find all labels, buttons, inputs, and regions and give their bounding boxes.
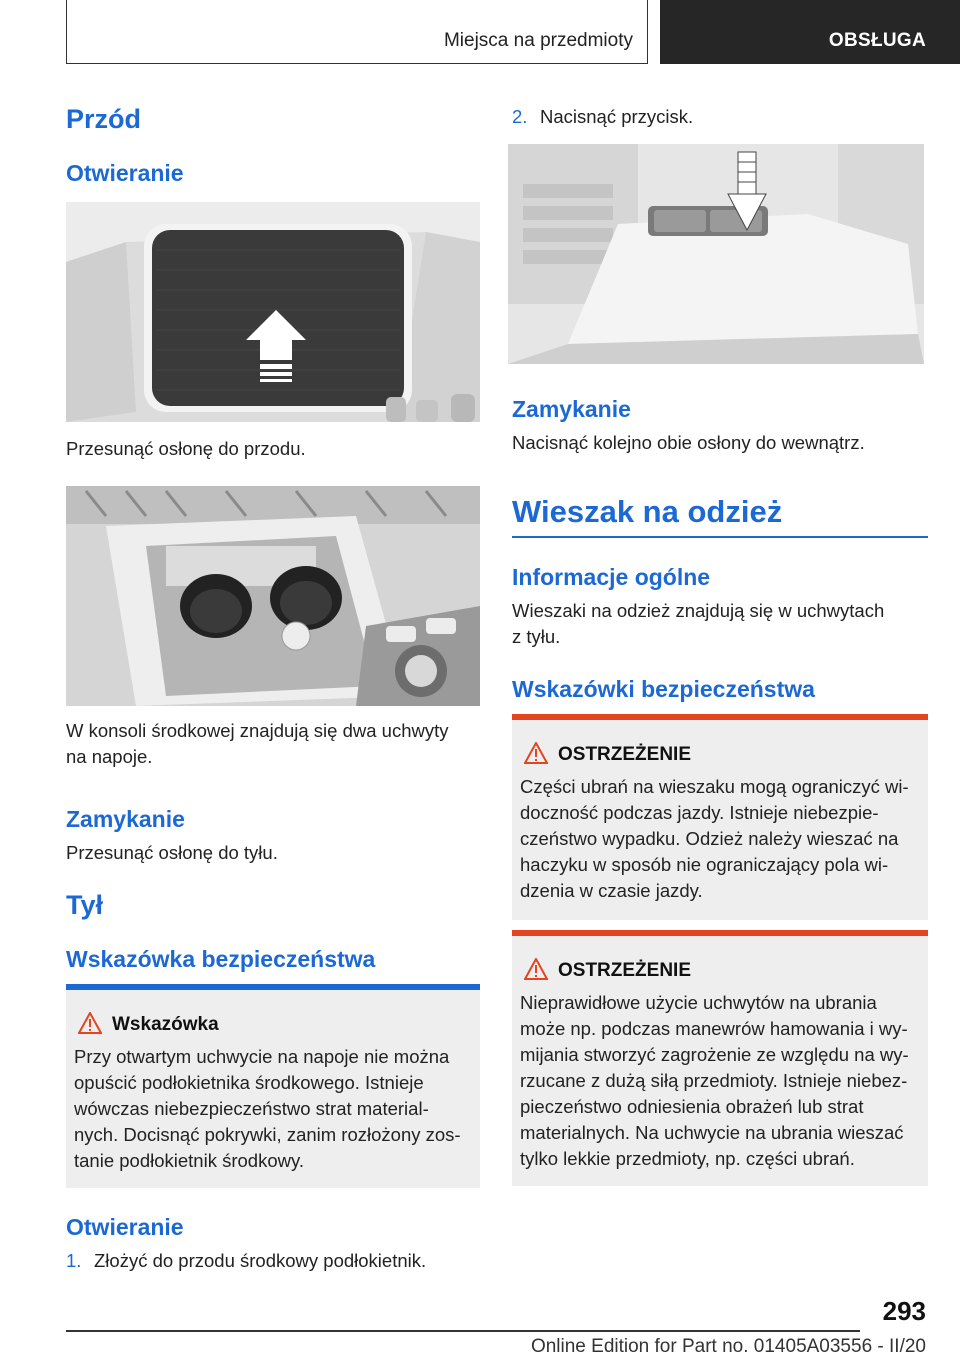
warning-line: pieczeństwo odniesienia obrażeń lub strat: [520, 1096, 864, 1117]
text-general-2: z tyłu.: [512, 626, 561, 647]
header-chapter-tab: [660, 0, 960, 64]
text-slide-forward: Przesunąć osłonę do przodu.: [66, 438, 306, 459]
warning-2-title: OSTRZEŻENIE: [558, 960, 692, 981]
header-section-box: [66, 0, 648, 64]
warning-line: czeństwo wypadku. Odzież należy wieszać na: [520, 828, 899, 849]
warning-line: może np. podczas manewrów hamowania i wy-: [520, 1018, 908, 1039]
step-1-text: Złożyć do przodu środkowy podłokietnik.: [94, 1250, 427, 1271]
step-2: [512, 106, 693, 128]
warning-box-2: [512, 930, 928, 1186]
warning-line: materialnych. Na uchwycie na ubrania wieszać: [520, 1122, 904, 1143]
note-title: Wskazówka: [112, 1014, 219, 1035]
warning-line: tylko lekkie przedmioty, np. części ubrań.: [520, 1148, 855, 1169]
heading-safety-instructions: Wskazówki bezpieczeństwa: [512, 676, 815, 702]
note-accent-bar: [66, 984, 480, 990]
warning-line: Nieprawidłowe użycie uchwytów na ubrania: [520, 992, 877, 1013]
note-line: Przy otwartym uchwycie na napoje nie można: [74, 1046, 450, 1067]
warning-triangle-icon: [524, 958, 548, 980]
warning-line: haczyku w sposób nie ograniczający pola wi-: [520, 854, 889, 875]
photo-armrest-button: [508, 144, 924, 364]
warning-1-body: [520, 774, 920, 904]
warning-triangle-icon: [524, 742, 548, 764]
text-console-cupholders-1: W konsoli środkowej znajdują się dwa uchwyty: [66, 720, 449, 741]
warning-line: rzucane z dużą siłą przedmioty. Istnieje niebez-: [520, 1070, 908, 1091]
heading-clothes-hanger: Wieszak na odzież: [512, 494, 783, 529]
step-2-text: Nacisnąć przycisk.: [540, 106, 694, 127]
text-general-1: Wieszaki na odzież znajdują się w uchwytach: [512, 600, 885, 621]
heading-opening-rear: Otwieranie: [66, 1214, 184, 1240]
heading-opening: Otwieranie: [66, 160, 184, 186]
note-line: nych. Docisnąć pokrywki, zanim rozłożony zos-: [74, 1124, 461, 1145]
warning-triangle-icon: [78, 1012, 102, 1034]
warning-line: doczność podczas jazdy. Istnieje niebezpie-: [520, 802, 879, 823]
photo-slide-cover: [66, 202, 480, 422]
heading-closing: Zamykanie: [66, 806, 185, 832]
header-section-title: Miejsca na przedmioty: [443, 30, 633, 51]
warning-line: mijania stworzyć zagrożenie ze względu na wy-: [520, 1044, 909, 1065]
text-slide-back: Przesunąć osłonę do tyłu.: [66, 842, 278, 863]
warning-box-1: [512, 714, 928, 920]
heading-general-info: Informacje ogólne: [512, 564, 711, 590]
step-1-number: 1.: [66, 1250, 82, 1271]
header-chapter-label: OBSŁUGA: [828, 30, 926, 51]
note-line: opuścić podłokietnika środkowego. Istnieje: [74, 1072, 424, 1093]
warning-line: dzenia w czasie jazdy.: [520, 880, 703, 901]
step-1: [66, 1250, 426, 1272]
warning-accent-bar: [512, 714, 928, 720]
note-body: [74, 1044, 472, 1174]
footer-rule: [66, 1330, 860, 1332]
warning-1-title: OSTRZEŻENIE: [558, 744, 692, 765]
heading-closing-rear: Zamykanie: [512, 396, 631, 422]
warning-line: Części ubrań na wieszaku mogą ograniczyć wi-: [520, 776, 909, 797]
note-line: wówczas niebezpieczeństwo strat material-: [74, 1098, 429, 1119]
photo-cupholders: [66, 486, 480, 706]
heading-front: Przód: [66, 104, 142, 134]
warning-2-body: [520, 990, 920, 1172]
heading-rule: [512, 536, 928, 538]
note-line: tanie podłokietnik środkowy.: [74, 1150, 305, 1171]
warning-accent-bar: [512, 930, 928, 936]
heading-rear: Tył: [66, 890, 104, 920]
page-number: 293: [882, 1296, 926, 1326]
text-close-covers: Nacisnąć kolejno obie osłony do wewnątrz.: [512, 432, 865, 453]
footer-edition: Online Edition for Part no. 01405A03556 - II/20: [530, 1336, 926, 1357]
note-box: [66, 984, 480, 1188]
step-2-number: 2.: [512, 106, 528, 127]
heading-safety-note: Wskazówka bezpieczeństwa: [66, 946, 376, 972]
text-console-cupholders-2: na napoje.: [66, 746, 153, 767]
